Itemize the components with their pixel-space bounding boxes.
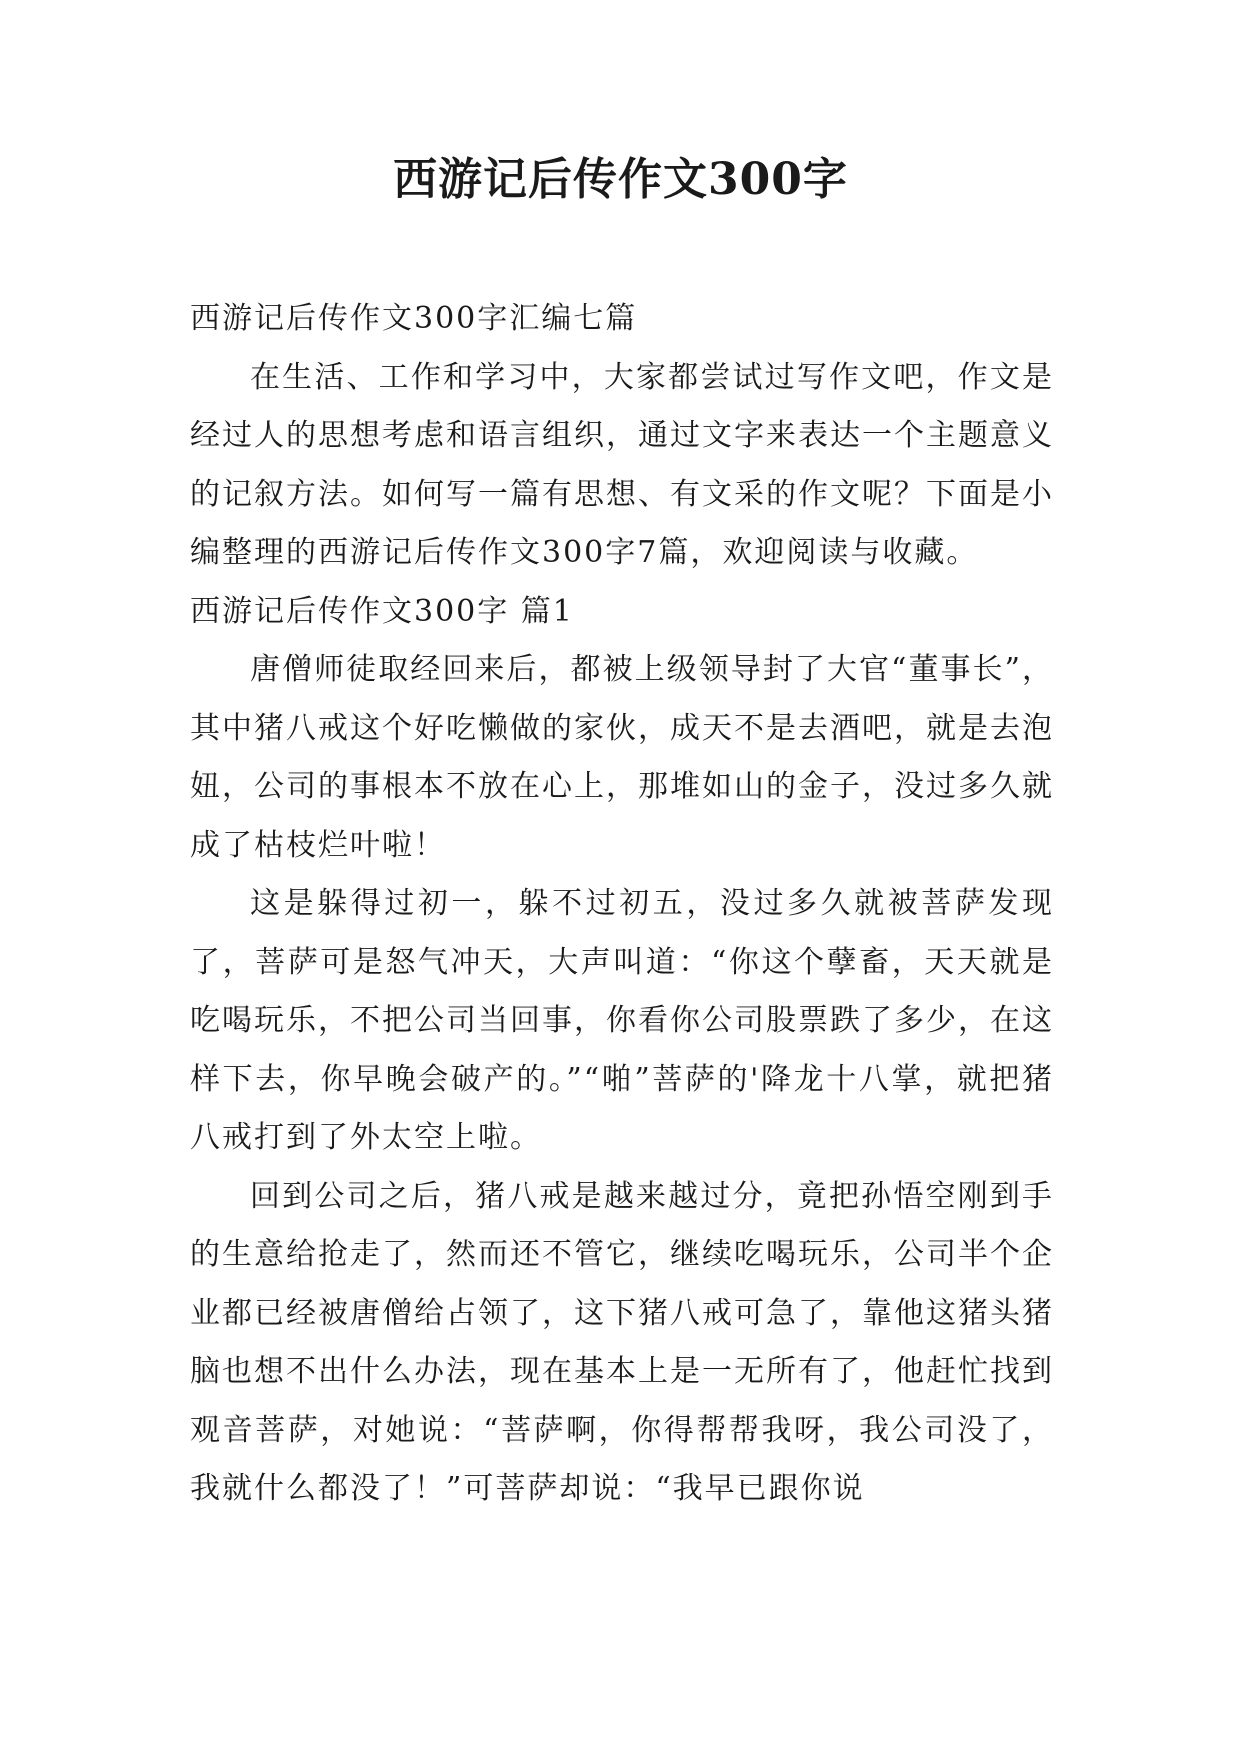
paragraph: 这是躲得过初一，躲不过初五，没过多久就被菩萨发现了，菩萨可是怒气冲天，大声叫道：“你这个孽畜，天天就是吃喝玩乐，不把公司当回事，你看你公司股票跌了多少，在这样下去，你早晚会破产的。”“啪”菩萨的'降龙十八掌，就把猪八戒打到了外太空上啦。: [190, 886, 1054, 1155]
section-heading: 西游记后传作文300字汇编七篇: [190, 301, 638, 336]
paragraph: 唐僧师徒取经回来后，都被上级领导封了大官“董事长”，其中猪八戒这个好吃懒做的家伙，成天不是去酒吧，就是去泡妞，公司的事根本不放在心上，那堆如山的金子，没过多久就成了枯枝烂叶啦！: [190, 652, 1054, 863]
section-heading: 西游记后传作文300字 篇1: [190, 593, 574, 629]
paragraph: 回到公司之后，猪八戒是越来越过分，竟把孙悟空刚到手的生意给抢走了，然而还不管它，继续吃喝玩乐，公司半个企业都已经被唐僧给占领了，这下猪八戒可急了，靠他这猪头猪脑也想不出什么办法，现在基本上是一无所有了，他赶忙找到观音菩萨，对她说：“菩萨啊，你得帮帮我呀，我公司没了，我就什么都没了！”可菩萨却说：“我早已跟你说: [190, 1178, 1054, 1506]
paragraph: 在生活、工作和学习中，大家都尝试过写作文吧，作文是经过人的思想考虑和语言组织，通过文字来表达一个主题意义的记叙方法。如何写一篇有思想、有文采的作文呢？下面是小编整理的西游记后传作文300字7篇，欢迎阅读与收藏。: [190, 359, 1054, 570]
document-title: 西游记后传作文300字: [393, 154, 848, 205]
document-body: [190, 290, 1054, 1519]
